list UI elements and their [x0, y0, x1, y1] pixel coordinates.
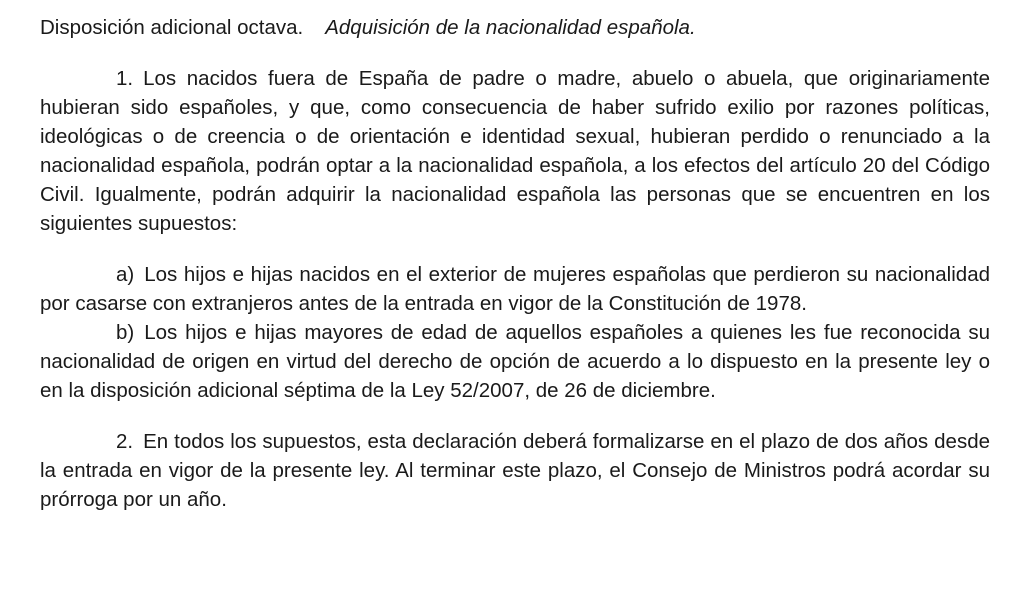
paragraph-text: Los hijos e hijas mayores de edad de aquellos españoles a quienes les fue reconocida su nacionalidad de origen en virtud del derecho de opción de acuerdo a lo dispuesto en la presente ley o en la disposición adicional séptima de la Ley 52/2007, de 26 de diciembre. — [40, 321, 990, 402]
provision-subtitle: Adquisición de la nacionalidad española. — [325, 16, 696, 39]
paragraph-letter: a) — [116, 263, 135, 286]
paragraph-letter: b) — [116, 321, 135, 344]
paragraph-1 — [40, 64, 990, 238]
paragraph-a — [40, 260, 990, 318]
paragraph-text: Los nacidos fuera de España de padre o madre, abuelo o abuela, que originariamente hubieran sido españoles, y que, como consecuencia de haber sufrido exilio por razones políticas, ideológicas o de creencia o de orientación e identidad sexual, hubieran perdido o renunciado a la nacionalidad española, podrán optar a la nacionalidad española, a los efectos del artículo 20 del Código Civil. Igualmente, podrán adquirir la nacionalidad española las personas que se encuentren en los siguientes supuestos: — [40, 67, 990, 235]
paragraph-2 — [40, 427, 990, 514]
provision-heading — [40, 13, 990, 42]
paragraph-text: Los hijos e hijas nacidos en el exterior de mujeres españolas que perdieron su nacionalidad por casarse con extranjeros antes de la entrada en vigor de la Constitución de 1978. — [40, 263, 990, 315]
provision-title: Disposición adicional octava. — [40, 16, 304, 39]
paragraph-number: 2. — [116, 430, 134, 453]
paragraph-text: En todos los supuestos, esta declaración deberá formalizarse en el plazo de dos años desde la entrada en vigor de la presente ley. Al terminar este plazo, el Consejo de Ministros podrá acordar su prórroga por un año. — [40, 430, 990, 511]
paragraph-number: 1. — [116, 67, 134, 90]
document-body — [40, 13, 990, 514]
paragraph-b — [40, 318, 990, 405]
